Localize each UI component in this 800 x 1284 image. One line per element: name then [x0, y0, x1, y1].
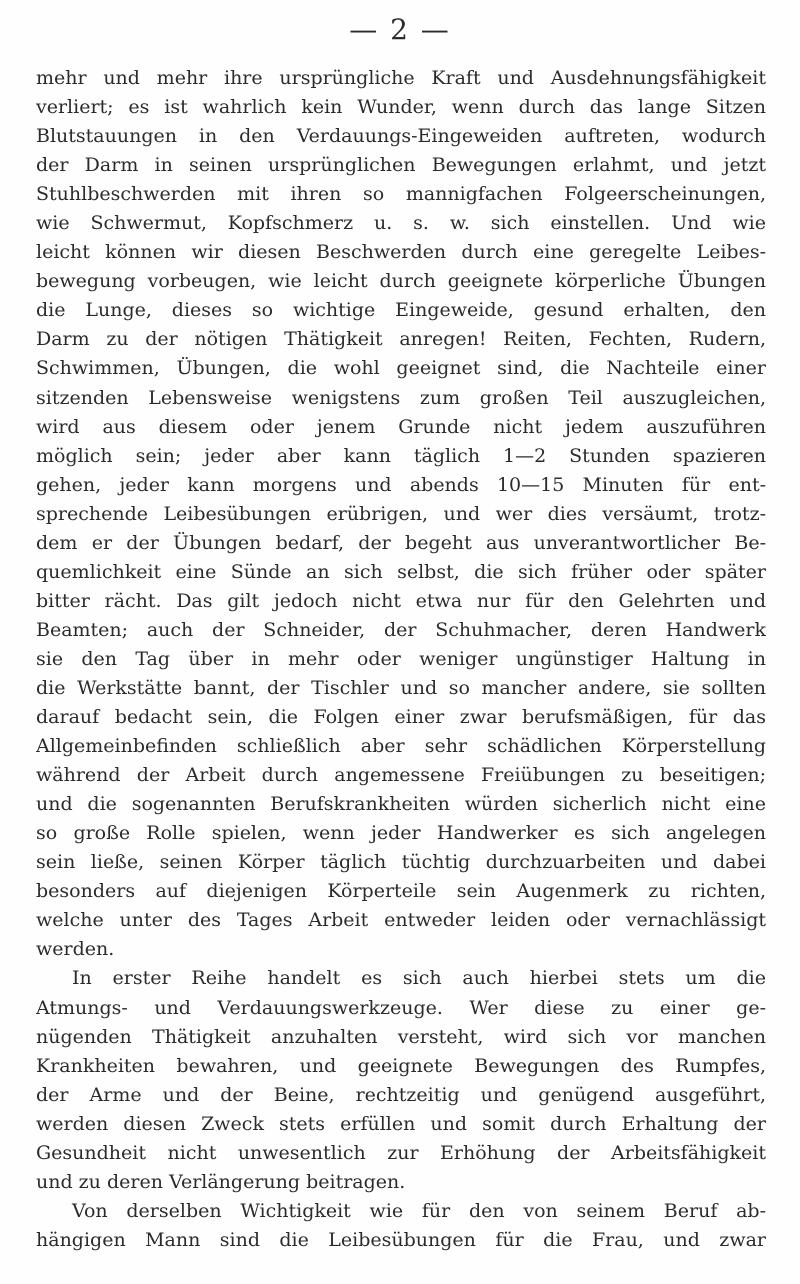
- text-line: und die sogenannten Berufskrankheiten würden sicherlich nicht eine: [36, 793, 766, 816]
- text-line: mehr und mehr ihre ursprüngliche Kraft und Ausdehnungsfähigkeit: [36, 67, 766, 89]
- text-line: Von derselben Wichtigkeit wie für den von seinem Beruf ab-: [72, 1199, 766, 1222]
- text-line: sie den Tag über in mehr oder weniger ungünstiger Haltung in: [36, 647, 766, 670]
- text-line: sprechende Leibesübungen erübrigen, und wer dies versäumt, trotz-: [36, 502, 766, 525]
- text-line: In erster Reihe handelt es sich auch hierbei stets um die: [72, 967, 766, 990]
- text-line: gehen, jeder kann morgens und abends 10—15 Minuten für ent-: [36, 473, 766, 496]
- text-line: der Arme und der Beine, rechtzeitig und genügend ausgeführt,: [36, 1083, 766, 1106]
- text-line: Krankheiten bewahren, und geeignete Bewegungen des Rumpfes,: [36, 1054, 766, 1077]
- paragraph: [36, 1197, 766, 1255]
- text-line: bewegung vorbeugen, wie leicht durch geeignete körperliche Übungen: [36, 270, 766, 293]
- text-line: die Werkstätte bannt, der Tischler und so mancher andere, sie sollten: [36, 676, 766, 699]
- page-number: — 2 —: [349, 13, 451, 46]
- text-line: wie Schwermut, Kopfschmerz u. s. w. sich einstellen. Und wie: [36, 212, 766, 235]
- text-line: sein ließe, seinen Körper täglich tüchtig durchzuarbeiten und dabei: [36, 851, 766, 874]
- text-line: Darm zu der nötigen Thätigkeit anregen! Reiten, Fechten, Rudern,: [36, 328, 766, 351]
- text-line: wird aus diesem oder jenem Grunde nicht jedem auszuführen: [36, 415, 766, 438]
- body-text: [36, 64, 766, 1255]
- text-line: darauf bedacht sein, die Folgen einer zwar berufsmäßigen, für das: [36, 706, 766, 729]
- text-line: möglich sein; jeder aber kann täglich 1—2 Stunden spazieren: [36, 444, 766, 467]
- text-line: Schwimmen, Übungen, die wohl geeignet sind, die Nachteile einer: [36, 357, 766, 380]
- text-line: welche unter des Tages Arbeit entweder leiden oder vernachlässigt: [36, 909, 766, 932]
- text-line: Atmungs- und Verdauungswerkzeuge. Wer diese zu einer ge-: [36, 996, 766, 1019]
- text-line: werden diesen Zweck stets erfüllen und somit durch Erhaltung der: [36, 1112, 766, 1135]
- text-line: sitzenden Lebensweise wenigstens zum großen Teil auszugleichen,: [36, 386, 766, 409]
- text-line: während der Arbeit durch angemessene Freiübungen zu beseitigen;: [36, 764, 766, 787]
- text-line: Gesundheit nicht unwesentlich zur Erhöhung der Arbeitsfähigkeit: [36, 1141, 766, 1164]
- text-line: leicht können wir diesen Beschwerden durch eine geregelte Leibes-: [36, 241, 766, 264]
- text-line: bitter rächt. Das gilt jedoch nicht etwa nur für den Gelehrten und: [36, 589, 766, 612]
- paragraph: [36, 964, 766, 1196]
- text-line: die Lunge, dieses so wichtige Eingeweide, gesund erhalten, den: [36, 299, 766, 322]
- text-line: und zu deren Verlängerung beitragen.: [36, 1170, 406, 1193]
- text-line: Allgemeinbefinden schließlich aber sehr schädlichen Körperstellung: [36, 735, 766, 758]
- text-line: hängigen Mann sind die Leibesübungen für die Frau, und zwar: [36, 1228, 766, 1251]
- text-line: dem er der Übungen bedarf, der begeht aus unverantwortlicher Be-: [36, 531, 766, 554]
- text-line: nügenden Thätigkeit anzuhalten versteht, wird sich vor manchen: [36, 1025, 766, 1048]
- text-line: Beamten; auch der Schneider, der Schuhmacher, deren Handwerk: [36, 618, 766, 641]
- text-line: quemlichkeit eine Sünde an sich selbst, die sich früher oder später: [36, 560, 766, 583]
- text-line: werden.: [36, 938, 115, 961]
- text-line: so große Rolle spielen, wenn jeder Handwerker es sich angelegen: [36, 822, 766, 845]
- text-line: Blutstauungen in den Verdauungs-Eingeweiden auftreten, wodurch: [36, 125, 766, 148]
- paragraph: [36, 64, 766, 964]
- text-line: besonders auf diejenigen Körperteile sein Augenmerk zu richten,: [36, 880, 766, 903]
- text-line: verliert; es ist wahrlich kein Wunder, wenn durch das lange Sitzen: [36, 96, 766, 119]
- text-line: Stuhlbeschwerden mit ihren so mannigfachen Folgeerscheinungen,: [36, 183, 766, 206]
- text-line: der Darm in seinen ursprünglichen Bewegungen erlahmt, und jetzt: [36, 154, 766, 177]
